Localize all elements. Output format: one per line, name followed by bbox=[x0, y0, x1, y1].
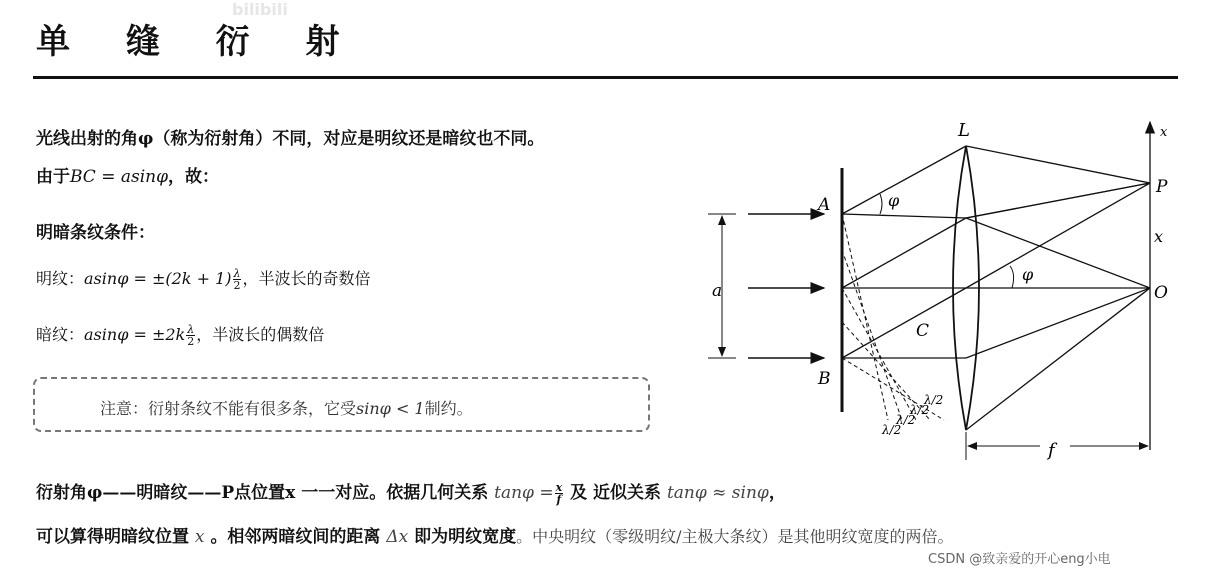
phi-label-2: φ bbox=[1022, 265, 1034, 284]
slit-width-label: a bbox=[712, 281, 723, 301]
svg-text:λ/2: λ/2 bbox=[896, 413, 916, 427]
dark-label: 暗纹： bbox=[36, 325, 85, 344]
svg-text:λ/2: λ/2 bbox=[882, 423, 902, 437]
phi-label-1: φ bbox=[888, 191, 900, 210]
x-over-f: $\frac{x}{f}$ bbox=[555, 481, 563, 506]
conditions-heading: 明暗条纹条件： bbox=[36, 223, 155, 243]
lambda-over-two: $\frac{\lambda}{2}$ bbox=[233, 267, 241, 292]
csdn-watermark: CSDN @致亲爱的开心eng小电 bbox=[928, 552, 1111, 567]
half-wavelength-labels bbox=[881, 393, 943, 437]
dark-formula: asinφ = ±2k bbox=[84, 325, 186, 344]
x-axis-label: x bbox=[1160, 125, 1168, 140]
note-text: 注意：衍射条纹不能有很多条，它受sinφ < 1制约。 bbox=[100, 399, 473, 418]
bottom-line-1: 衍射角φ——明暗纹——P点位置x 一一对应。依据几何关系 tanφ = $\frac{x}{f}$ 及 近似关系 tanφ ≈ sinφ， bbox=[36, 481, 786, 506]
intro-text-2-pre: 由于 bbox=[36, 167, 70, 187]
approx-formula: tanφ ≈ sinφ bbox=[666, 483, 769, 503]
point-c-label: C bbox=[916, 321, 930, 341]
page-title: 单 缝 衍 射 bbox=[36, 22, 362, 62]
diffraction-rays bbox=[842, 146, 1150, 430]
point-a-label: A bbox=[818, 195, 831, 215]
intro-text-1: 光线出射的角φ（称为衍射角）不同，对应是明纹还是暗纹也不同。 bbox=[36, 129, 545, 149]
dark-suffix: ，半波长的偶数倍 bbox=[196, 325, 325, 344]
x-distance-label: x bbox=[1154, 227, 1164, 246]
point-b-label: B bbox=[818, 369, 831, 389]
svg-text:λ/2: λ/2 bbox=[910, 403, 930, 417]
lambda-over-two: $\frac{\lambda}{2}$ bbox=[187, 323, 195, 348]
focal-length-label: f bbox=[1048, 440, 1055, 461]
bright-formula: asinφ = ±(2k + 1) bbox=[84, 269, 232, 288]
bc-formula: BC = asinφ bbox=[70, 167, 169, 187]
half-wave-zones bbox=[842, 214, 944, 420]
bright-label: 明纹： bbox=[36, 269, 85, 288]
lens-label: L bbox=[958, 120, 970, 141]
tan-formula: tanφ = bbox=[494, 483, 554, 503]
bright-suffix: ，半波长的奇数倍 bbox=[242, 269, 371, 288]
intro-text-2-post: ，故： bbox=[168, 167, 220, 187]
bottom-line-2: 可以算得明暗纹位置 x 。相邻两暗纹间的距离 Δx 即为明纹宽度。中央明纹（零级明纹/主极大条纹）是其他明纹宽度的两倍。 bbox=[36, 527, 954, 547]
point-p-label: P bbox=[1156, 177, 1168, 197]
note-formula: sinφ < 1 bbox=[356, 399, 425, 418]
point-o-label: O bbox=[1154, 283, 1168, 303]
bilibili-watermark: bilibili bbox=[232, 0, 288, 19]
svg-text:λ/2: λ/2 bbox=[924, 393, 944, 407]
